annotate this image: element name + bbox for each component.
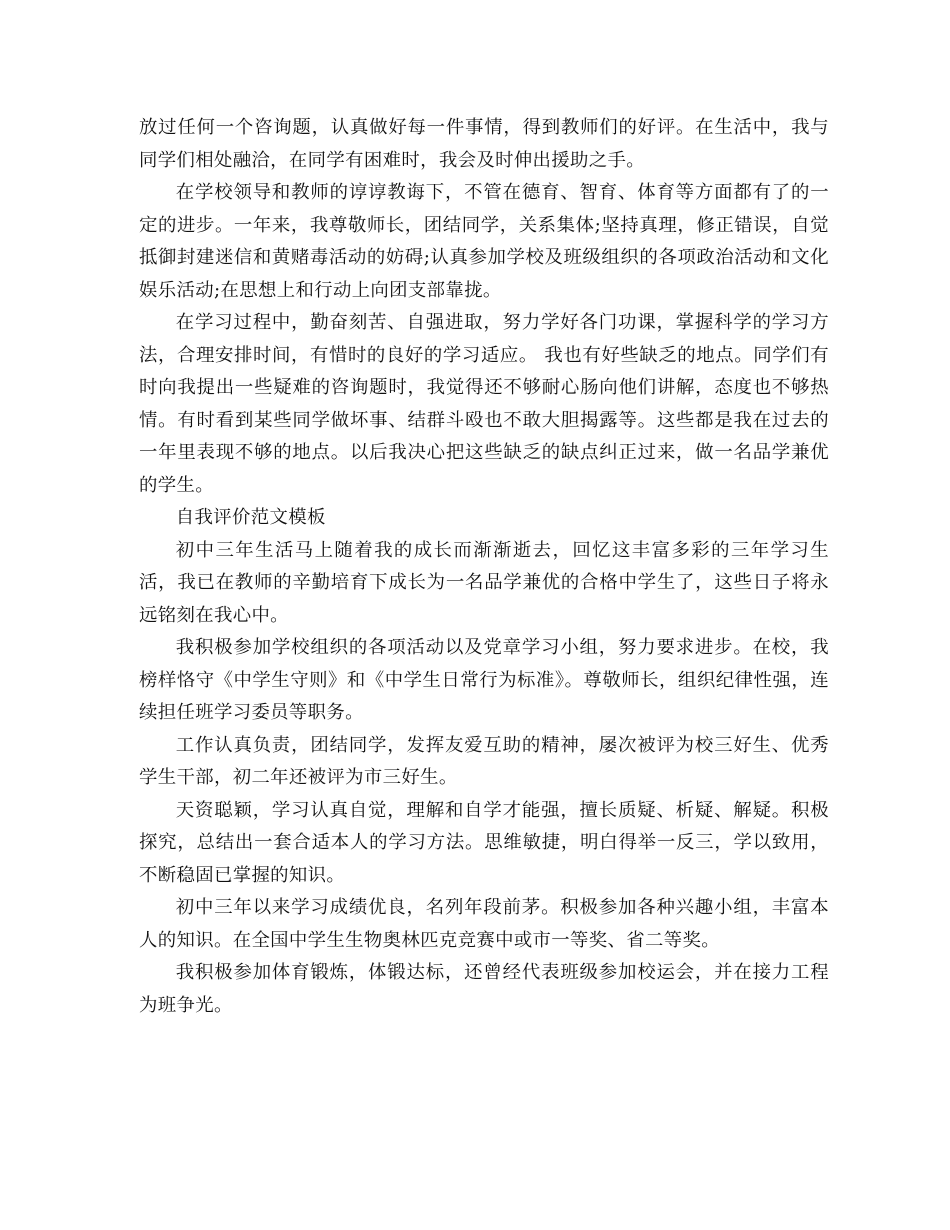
section-heading: 自我评价范文模板: [175, 507, 326, 528]
paragraph-9: 初中三年以来学习成绩优良，名列年段前茅。积极参加各种兴趣小组，丰富本人的知识。在全国中学生生物奥林匹克竞赛中或市一等奖、省二等奖。: [139, 897, 829, 951]
paragraph-3: 在学习过程中，勤奋刻苦、自强进取，努力学好各门功课，掌握科学的学习方法，合理安排时间，有惜时的良好的学习适应。 我也有好些缺乏的地点。同学们有时向我提出一些疑难的咨询题时，我觉得还不够耐心肠向他们讲解，态度也不够热情。有时看到某些同学做坏事、结群斗殴也不敢大胆揭露等。这些都是我在过去的一年里表现不够的地点。以后我决心把这些缺乏的缺点纠正过来，做一名品学兼优的学生。: [139, 312, 829, 496]
paragraph-8: 天资聪颖，学习认真自觉，理解和自学才能强，擅长质疑、析疑、解疑。积极探究，总结出一套合适本人的学习方法。思维敏捷，明白得举一反三，学以致用，不断稳固已掌握的知识。: [139, 799, 829, 886]
paragraph-2: 在学校领导和教师的谆谆教诲下，不管在德育、智育、体育等方面都有了的一定的进步。一年来，我尊敬师长，团结同学，关系集体;坚持真理，修正错误，自觉抵御封建迷信和黄赌毒活动的妨碍;认真参加学校及班级组织的各项政治活动和文化娱乐活动;在思想上和行动上向团支部靠拢。: [139, 182, 829, 301]
paragraph-1: 放过任何一个咨询题，认真做好每一件事情，得到教师们的好评。在生活中，我与同学们相处融洽，在同学有困难时，我会及时伸出援助之手。: [139, 117, 829, 171]
paragraph-6: 我积极参加学校组织的各项活动以及党章学习小组，努力要求进步。在校，我榜样恪守《中学生守则》和《中学生日常行为标准》。尊敬师长，组织纪律性强，连续担任班学习委员等职务。: [139, 637, 829, 723]
document-body: [139, 112, 829, 1022]
paragraph-10: 我积极参加体育锻炼，体锻达标，还曾经代表班级参加校运会，并在接力工程为班争光。: [139, 962, 829, 1016]
paragraph-5: 初中三年生活马上随着我的成长而渐渐逝去，回忆这丰富多彩的三年学习生活，我已在教师的辛勤培育下成长为一名品学兼优的合格中学生了，这些日子将永远铭刻在我心中。: [139, 539, 829, 626]
paragraph-7: 工作认真负责，团结同学，发挥友爱互助的精神，屡次被评为校三好生、优秀学生干部，初二年还被评为市三好生。: [139, 734, 829, 788]
